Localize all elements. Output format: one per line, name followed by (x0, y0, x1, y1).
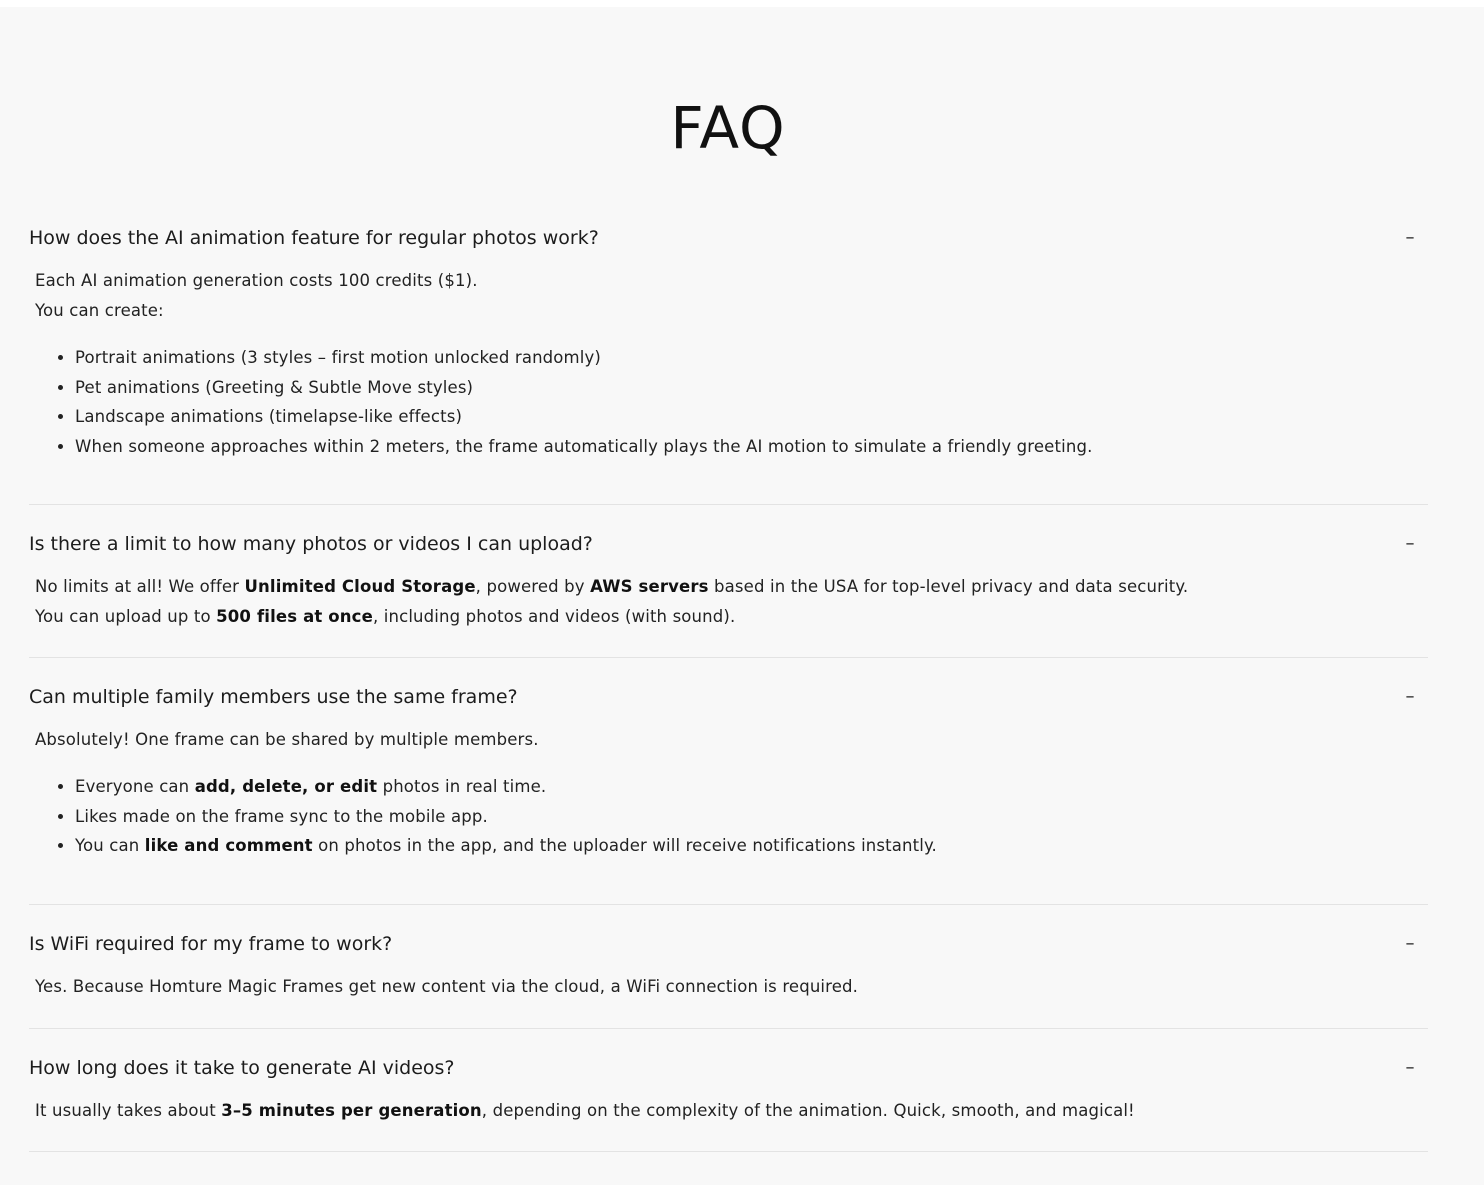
collapse-icon[interactable]: – (1405, 227, 1415, 248)
faq-answer (35, 1096, 1425, 1126)
faq-question-toggle[interactable] (29, 1053, 1428, 1083)
answer-text (35, 602, 1425, 632)
answer-text (35, 572, 1425, 602)
answer-text-part: No limits at all! We offer (35, 577, 245, 596)
answer-list (35, 772, 1425, 861)
faq-item (29, 682, 1428, 905)
collapse-icon[interactable]: – (1405, 933, 1415, 954)
answer-text-part: You can upload up to (35, 607, 217, 626)
collapse-icon[interactable]: – (1405, 533, 1415, 554)
answer-emphasis: Unlimited Cloud Storage (244, 577, 476, 596)
faq-answer (35, 572, 1425, 632)
list-item (75, 772, 1425, 802)
answer-text-part: You can (75, 836, 145, 855)
faq-item (29, 529, 1428, 658)
faq-question: How long does it take to generate AI videos? (29, 1057, 455, 1079)
answer-text (35, 1096, 1425, 1126)
faq-question-toggle[interactable] (29, 929, 1428, 959)
answer-emphasis: like and comment (144, 836, 313, 855)
answer-text-part: , depending on the complexity of the animation. Quick, smooth, and magical! (481, 1101, 1135, 1120)
answer-text-part: photos in real time. (377, 777, 547, 796)
answer-text: You can create: (35, 301, 164, 320)
list-item (75, 831, 1425, 861)
page-title: FAQ (670, 94, 786, 162)
faq-item (29, 1053, 1428, 1152)
faq-question: Is there a limit to how many photos or videos I can upload? (29, 533, 593, 555)
answer-text: Each AI animation generation costs 100 credits ($1). (35, 271, 478, 290)
faq-answer (35, 972, 1425, 1002)
faq-item (29, 929, 1428, 1029)
list-item: • Likes made on the frame sync to the mobile app. (75, 802, 1425, 832)
answer-text: Yes. Because Homture Magic Frames get new content via the cloud, a WiFi connection is required. (35, 977, 859, 996)
answer-text-part: It usually takes about (35, 1101, 222, 1120)
faq-answer (35, 725, 1425, 861)
answer-list (35, 343, 1425, 461)
answer-text-part: , including photos and videos (with sound). (372, 607, 736, 626)
faq-item (29, 223, 1428, 505)
faq-answer (35, 266, 1425, 461)
answer-text-part: Everyone can (75, 777, 195, 796)
faq-question-toggle[interactable] (29, 223, 1428, 253)
faq-question-toggle[interactable] (29, 682, 1428, 712)
faq-question: How does the AI animation feature for regular photos work? (29, 227, 599, 249)
answer-text-part: based in the USA for top-level privacy and data security. (708, 577, 1189, 596)
list-item: • Portrait animations (3 styles – first motion unlocked randomly) (75, 343, 1425, 373)
faq-question-toggle[interactable] (29, 529, 1428, 559)
answer-emphasis: 500 files at once (216, 607, 373, 626)
answer-text-part: on photos in the app, and the uploader will receive notifications instantly. (312, 836, 937, 855)
answer-text: Absolutely! One frame can be shared by multiple members. (35, 730, 539, 749)
collapse-icon[interactable]: – (1405, 686, 1415, 707)
collapse-icon[interactable]: – (1405, 1057, 1415, 1078)
faq-question: Can multiple family members use the same frame? (29, 686, 518, 708)
faq-question: Is WiFi required for my frame to work? (29, 933, 393, 955)
faq-section (0, 7, 1484, 1185)
answer-text-part: , powered by (475, 577, 591, 596)
list-item: • Landscape animations (timelapse-like effects) (75, 402, 1425, 432)
list-item: • Pet animations (Greeting & Subtle Move styles) (75, 373, 1425, 403)
answer-emphasis: 3–5 minutes per generation (221, 1101, 482, 1120)
answer-emphasis: add, delete, or edit (194, 777, 378, 796)
answer-emphasis: AWS servers (590, 577, 709, 596)
list-item: • When someone approaches within 2 meters, the frame automatically plays the AI motion to simulate a friendly greeting. (75, 432, 1425, 462)
